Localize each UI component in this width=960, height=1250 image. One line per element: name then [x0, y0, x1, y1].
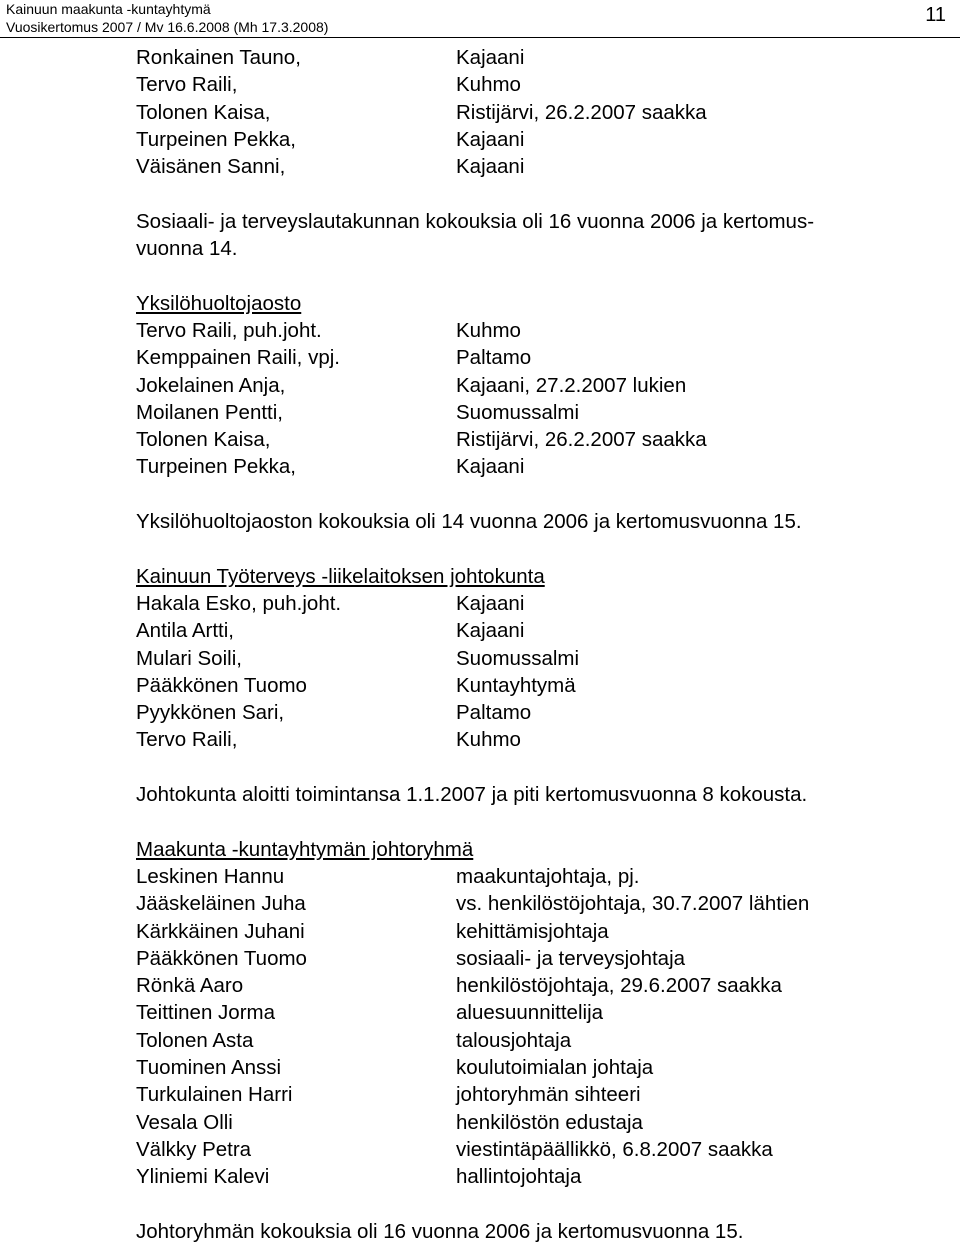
member-role: vs. henkilöstöjohtaja, 30.7.2007 lähtien: [456, 892, 810, 916]
member-role: kehittämisjohtaja: [456, 919, 609, 943]
member-role: henkilöstöjohtaja, 29.6.2007 saakka: [456, 974, 782, 998]
member-role: hallintojohtaja: [456, 1165, 582, 1189]
member-name: Mulari Soili,: [136, 646, 242, 670]
member-role: koulutoimialan johtaja: [456, 1055, 654, 1079]
section-yksilohuoltojaosto: [136, 290, 936, 536]
member-name: Kärkkäinen Juhani: [136, 919, 305, 943]
member-row: [136, 126, 936, 153]
member-row: [136, 71, 936, 98]
member-place: Kajaani: [456, 155, 525, 179]
page-number: 11: [925, 4, 946, 26]
member-row: [136, 426, 936, 453]
member-place: Paltamo: [456, 346, 532, 370]
paragraph-line: Sosiaali- ja terveyslautakunnan kokouksia oli 16 vuonna 2006 ja kertomus-: [136, 209, 815, 233]
member-row: [136, 44, 936, 71]
member-role: viestintäpäällikkö, 6.8.2007 saakka: [456, 1137, 773, 1161]
member-row: [136, 726, 936, 753]
member-row: [136, 153, 936, 180]
member-row: [136, 1027, 936, 1054]
section-meetings-text: Johtokunta aloitti toimintansa 1.1.2007 ja piti kertomusvuonna 8 kokousta.: [136, 783, 808, 807]
member-name: Leskinen Hannu: [136, 864, 285, 888]
member-row: [136, 863, 936, 890]
spacer: [136, 180, 936, 207]
member-place: Kajaani: [456, 591, 525, 615]
header-divider: [0, 37, 960, 38]
member-name: Vesala Olli: [136, 1110, 233, 1134]
member-name: Turpeinen Pekka,: [136, 127, 296, 151]
member-name: Tuominen Anssi: [136, 1055, 282, 1079]
header-document-title: Vuosikertomus 2007 / Mv 16.6.2008 (Mh 17.3.2008): [6, 19, 329, 35]
member-name: Tervo Raili, puh.joht.: [136, 318, 322, 342]
member-name: Antila Artti,: [136, 619, 234, 643]
member-role: talousjohtaja: [456, 1028, 572, 1052]
member-row: [136, 99, 936, 126]
section-meetings-text: Yksilöhuoltojaoston kokouksia oli 14 vuonna 2006 ja kertomusvuonna 15.: [136, 510, 802, 534]
member-name: Jääskeläinen Juha: [136, 892, 306, 916]
section-title: Maakunta -kuntayhtymän johtoryhmä: [136, 837, 474, 861]
member-name: Jokelainen Anja,: [136, 373, 286, 397]
member-row: [136, 972, 936, 999]
member-name: Tervo Raili,: [136, 728, 238, 752]
spacer: [136, 262, 936, 289]
member-name: Hakala Esko, puh.joht.: [136, 591, 342, 615]
member-row: [136, 590, 936, 617]
member-row: [136, 344, 936, 371]
member-place: Kuhmo: [456, 73, 521, 97]
member-row: [136, 1136, 936, 1163]
member-name: Turpeinen Pekka,: [136, 455, 296, 479]
member-row: [136, 1081, 936, 1108]
member-row: [136, 399, 936, 426]
spacer: [136, 754, 936, 781]
member-row: [136, 699, 936, 726]
member-row: [136, 890, 936, 917]
member-row: [136, 672, 936, 699]
member-place: Kajaani: [456, 46, 525, 69]
member-row: [136, 918, 936, 945]
member-name: Pääkkönen Tuomo: [136, 946, 307, 970]
member-name: Turkulainen Harri: [136, 1083, 293, 1107]
board-meetings-paragraph: [136, 208, 936, 263]
member-role: johtoryhmän sihteeri: [456, 1083, 641, 1107]
member-place: Suomussalmi: [456, 646, 580, 670]
member-place: Ristijärvi, 26.2.2007 saakka: [456, 428, 707, 452]
member-name: Teittinen Jorma: [136, 1001, 276, 1025]
member-row: [136, 372, 936, 399]
member-role: sosiaali- ja terveysjohtaja: [456, 946, 686, 970]
section-title: Yksilöhuoltojaosto: [136, 291, 302, 315]
member-name: Välkky Petra: [136, 1137, 252, 1161]
member-name: Ronkainen Tauno,: [136, 46, 301, 69]
member-name: Pääkkönen Tuomo: [136, 673, 307, 697]
member-name: Tervo Raili,: [136, 73, 238, 97]
board-member-list: [136, 44, 936, 180]
member-name: Rönkä Aaro: [136, 974, 244, 998]
member-row: [136, 617, 936, 644]
member-row: [136, 1109, 936, 1136]
document-body: [136, 44, 936, 1245]
member-role: henkilöstön edustaja: [456, 1110, 643, 1134]
member-name: Tolonen Kaisa,: [136, 428, 271, 452]
member-row: [136, 1163, 936, 1190]
member-name: Tolonen Kaisa,: [136, 100, 271, 124]
member-row: [136, 317, 936, 344]
member-place: Kajaani, 27.2.2007 lukien: [456, 373, 687, 397]
spacer: [136, 481, 936, 508]
member-name: Tolonen Asta: [136, 1028, 254, 1052]
spacer: [136, 1190, 936, 1217]
section-tyoterveys: [136, 563, 936, 809]
page-header: [6, 0, 328, 36]
member-name: Moilanen Pentti,: [136, 400, 284, 424]
member-place: Kajaani: [456, 455, 525, 479]
spacer: [136, 808, 936, 835]
spacer: [136, 535, 936, 562]
member-place: Ristijärvi, 26.2.2007 saakka: [456, 100, 707, 124]
paragraph-line: vuonna 14.: [136, 237, 238, 261]
member-place: Kajaani: [456, 619, 525, 643]
member-name: Kemppainen Raili, vpj.: [136, 346, 340, 370]
member-row: [136, 645, 936, 672]
member-place: Kuntayhtymä: [456, 673, 576, 697]
section-johtoryhma: [136, 836, 936, 1245]
member-place: Kuhmo: [456, 728, 521, 752]
member-name: Yliniemi Kalevi: [136, 1165, 270, 1189]
member-name: Väisänen Sanni,: [136, 155, 286, 179]
member-place: Kuhmo: [456, 318, 521, 342]
member-name: Pyykkönen Sari,: [136, 701, 285, 725]
section-meetings-text: Johtoryhmän kokouksia oli 16 vuonna 2006 ja kertomusvuonna 15.: [136, 1219, 744, 1243]
member-place: Paltamo: [456, 701, 532, 725]
member-row: [136, 1054, 936, 1081]
member-row: [136, 999, 936, 1026]
member-role: maakuntajohtaja, pj.: [456, 864, 640, 888]
member-row: [136, 945, 936, 972]
member-place: Kajaani: [456, 127, 525, 151]
member-role: aluesuunnittelija: [456, 1001, 604, 1025]
header-organization: Kainuun maakunta -kuntayhtymä: [6, 1, 211, 17]
section-title: Kainuun Työterveys -liikelaitoksen johtokunta: [136, 564, 545, 588]
member-row: [136, 453, 936, 480]
member-place: Suomussalmi: [456, 400, 580, 424]
